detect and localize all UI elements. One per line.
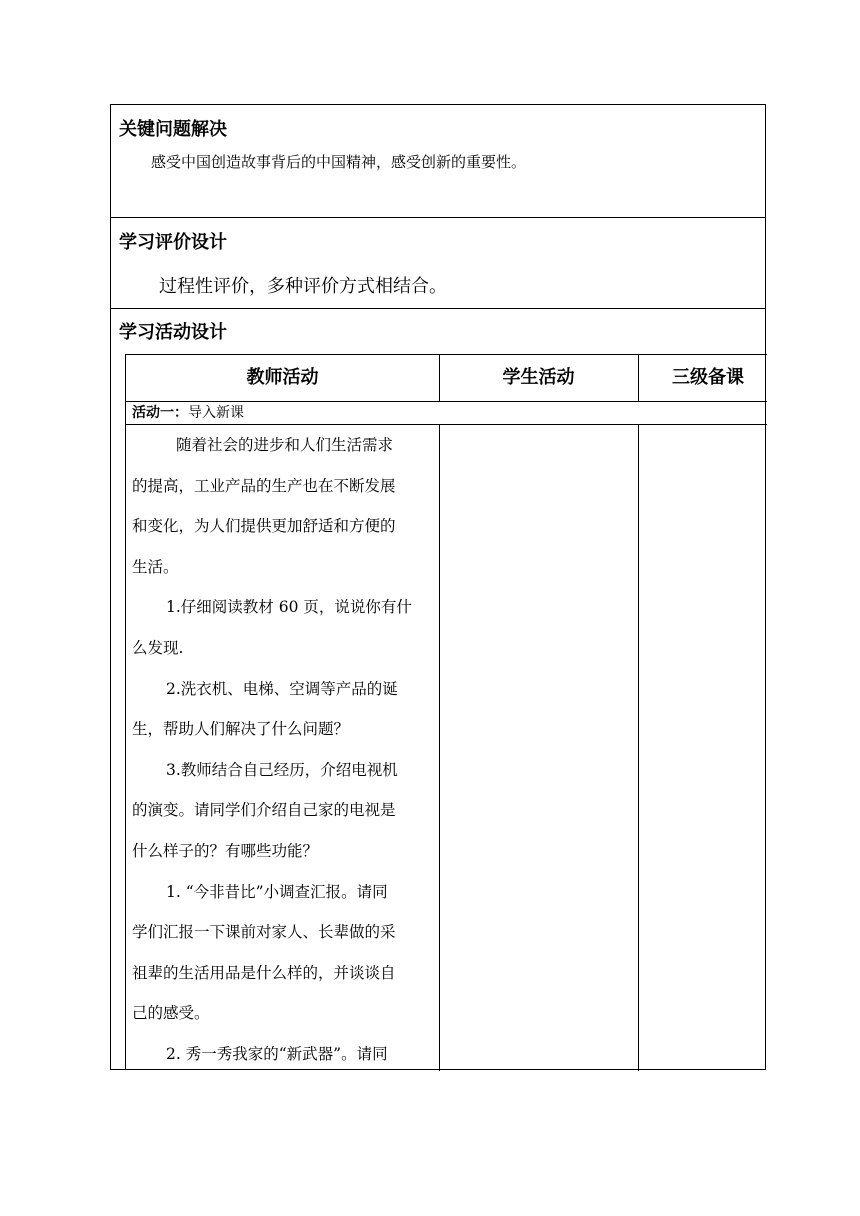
header-student-activity: 学生活动 — [502, 367, 575, 388]
teacher-line: 么发现. — [132, 638, 184, 657]
teacher-line: 1.仔细阅读教材 60 页，说说你有什 — [166, 598, 412, 617]
activity-one-label — [132, 402, 244, 424]
teacher-line: 生活。 — [132, 557, 179, 576]
section-divider — [111, 308, 765, 309]
header-lesson-prep: 三级备课 — [672, 367, 744, 388]
activity-one-name: 导入新课 — [188, 405, 244, 421]
activity-table — [125, 354, 767, 1070]
lesson-plan-table — [110, 104, 766, 1070]
evaluation-title: 学习评价设计 — [119, 232, 227, 253]
teacher-line: 3.教师结合自己经历，介绍电视机 — [166, 760, 398, 779]
teacher-line: 的提高，工业产品的生产也在不断发展 — [132, 476, 396, 495]
teacher-line: 的演变。请同学们介绍自己家的电视是 — [132, 801, 396, 820]
teacher-line: 学们汇报一下课前对家人、长辈做的采 — [132, 923, 396, 942]
teacher-line: 2.洗衣机、电梯、空调等产品的诞 — [166, 679, 398, 698]
teacher-line: 和变化，为人们提供更加舒适和方便的 — [132, 517, 396, 536]
teacher-line: 2. 秀一秀我家的“新武器”。请同 — [166, 1044, 388, 1063]
section-divider — [111, 217, 765, 218]
column-divider — [439, 424, 440, 1071]
teacher-line: 1. “今非昔比”小调查汇报。请同 — [166, 882, 388, 901]
teacher-line: 己的感受。 — [132, 1004, 210, 1023]
teacher-line: 祖辈的生活用品是什么样的，并谈谈自 — [132, 963, 396, 982]
activity-design-title: 学习活动设计 — [119, 322, 227, 343]
teacher-line: 随着社会的进步和人们生活需求 — [176, 436, 394, 454]
header-teacher-activity: 教师活动 — [246, 367, 319, 388]
key-problem-title: 关键问题解决 — [119, 119, 227, 140]
teacher-activity-content — [132, 425, 436, 1070]
teacher-line: 什么样子的？有哪些功能？ — [132, 841, 319, 860]
teacher-line: 生，帮助人们解决了什么问题？ — [132, 720, 350, 739]
column-divider — [638, 424, 639, 1071]
key-problem-body: 感受中国创造故事背后的中国精神，感受创新的重要性。 — [151, 153, 527, 171]
evaluation-body: 过程性评价，多种评价方式相结合。 — [159, 276, 447, 297]
activity-one-prefix: 活动一： — [132, 405, 188, 421]
